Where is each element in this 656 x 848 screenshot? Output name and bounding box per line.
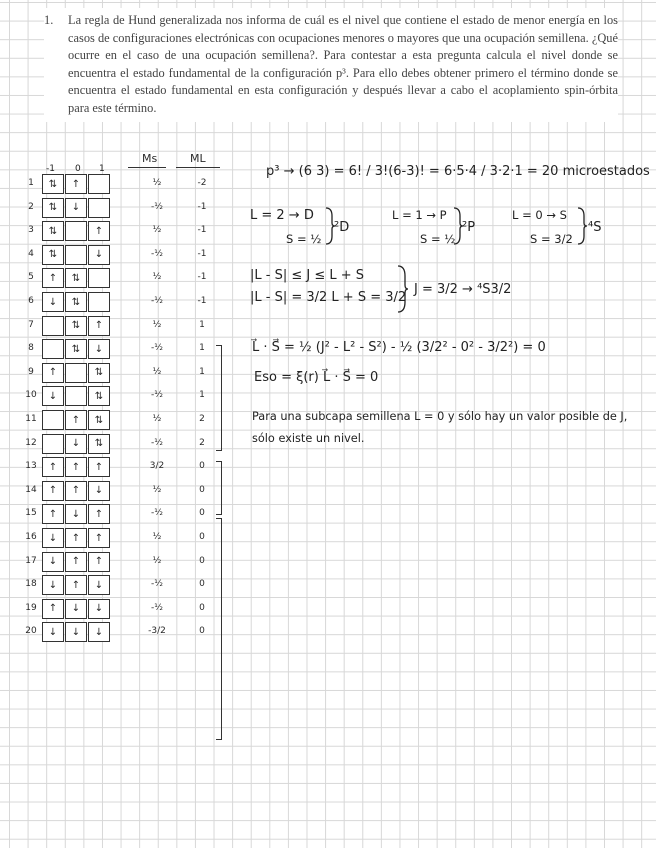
brace-s [576,206,588,246]
ms-value: ½ [152,555,162,566]
ml-value: 0 [199,461,205,472]
row-number: 4 [28,248,34,259]
orbital-box: ⇅ [88,410,110,430]
term-d-s: S = ½ [286,232,322,246]
ms-value: ½ [152,319,162,330]
table-row [22,292,242,314]
orbital-box [88,268,110,288]
orbital-box [88,174,110,194]
orbital-box: ⇅ [65,268,87,288]
j-rule-1: |L - S| ≤ J ≤ L + S [250,268,365,283]
orbital-box: ↓ [42,575,64,595]
j-rule-2: |L - S| = 3/2 L + S = 3/2 [250,290,407,305]
ml-value: 0 [199,626,205,637]
orbital-box: ↑ [65,410,87,430]
orbital-box: ↓ [65,599,87,619]
ms-value: ½ [152,414,162,424]
orbital-box: ↑ [42,268,64,288]
table-row [22,575,242,597]
orbital-box [42,316,64,336]
table-row [22,174,242,196]
ms-value: -½ [151,602,163,613]
orbital-box: ↓ [42,552,64,572]
table-row [22,268,242,290]
ms-value: -½ [151,296,163,306]
row-number: 18 [25,579,37,590]
row-number: 14 [25,484,37,495]
orbital-box: ⇅ [42,221,64,241]
orbital-box [88,292,110,312]
orbital-box: ↓ [65,504,87,524]
table-row [22,221,242,243]
orbital-box: ⇅ [42,245,64,265]
ms-value: -½ [151,201,163,212]
ml-value: 2 [199,414,205,424]
orbital-box: ⇅ [42,198,64,218]
ms-value: ½ [152,532,162,542]
orbital-box [65,245,87,265]
row-number: 5 [28,272,34,283]
table-row [22,386,242,408]
orbital-box: ↑ [88,457,110,477]
table-row [22,622,242,644]
orbital-box: ↑ [42,599,64,619]
row-number: 1 [28,178,34,188]
table-row [22,363,242,385]
ml-underline [176,167,220,168]
table-row [22,339,242,361]
orbital-box: ↑ [88,504,110,524]
row-number: 11 [25,414,37,424]
row-number: 15 [25,508,37,519]
orbital-box [65,363,87,383]
ms-value: -½ [151,390,163,401]
orbital-box: ⇅ [65,292,87,312]
orbital-box [65,221,87,241]
orbital-box: ↑ [65,457,87,477]
ml-value: -1 [197,248,207,259]
table-row [22,198,242,220]
orbital-box: ↑ [42,457,64,477]
table-row [22,457,242,479]
ms-value: -3/2 [148,626,166,637]
orbital-box [42,410,64,430]
orbital-box: ⇅ [65,339,87,359]
orbital-box: ↓ [42,622,64,642]
problem-statement [44,8,618,122]
term-s-symbol: ⁴S [588,220,602,235]
ml-value: 0 [199,484,205,495]
orbital-box: ⇅ [65,316,87,336]
ms-value: -½ [151,248,163,259]
orbital-box [88,198,110,218]
term-d-l: L = 2 → D [250,208,314,223]
ms-value: -½ [151,508,163,519]
table-row [22,552,242,574]
term-p-symbol: ²P [462,220,476,235]
bracket-group-1 [216,345,222,451]
ml-value: 0 [199,532,205,542]
orbital-box: ↑ [42,363,64,383]
ml-value: 0 [199,579,205,590]
orbital-box: ↑ [42,481,64,501]
row-number: 12 [25,437,37,448]
orbital-box [42,434,64,454]
ls-equation: L⃗ · S⃗ = ½ (J² - L² - S²) - ½ (3/2² - 0² - 3/2²) = 0 [252,340,546,355]
term-p-s: S = ½ [420,232,456,246]
ml-header-0: 0 [75,164,81,174]
table-row [22,316,242,338]
ml-value: -1 [197,225,207,236]
orbital-box: ⇅ [88,386,110,406]
ml-value: -1 [197,272,207,283]
orbital-box: ↓ [88,245,110,265]
row-number: 7 [28,319,34,330]
term-p-l: L = 1 → P [392,208,447,222]
orbital-box: ↑ [65,528,87,548]
table-row [22,481,242,503]
row-number: 6 [28,296,34,306]
row-number: 17 [25,555,37,566]
orbital-box: ↓ [88,599,110,619]
term-s-s: S = 3/2 [530,232,573,246]
ms-value: -½ [151,437,163,448]
table-row [22,434,242,456]
row-number: 16 [25,532,37,542]
row-number: 20 [25,626,37,637]
row-number: 10 [25,390,37,401]
orbital-box: ↓ [88,339,110,359]
ml-value: 0 [199,508,205,519]
ms-value: ½ [152,366,162,377]
orbital-box: ⇅ [42,174,64,194]
orbital-box: ↓ [65,622,87,642]
orbital-box: ↓ [65,434,87,454]
table-row [22,410,242,432]
ms-underline [128,167,166,168]
ms-header: Ms [142,152,158,165]
microstates-formula: p³ → (6 3) = 6! / 3!(6-3)! = 6·5·4 / 3·2·1 = 20 microestados [266,164,650,179]
orbital-box: ↑ [88,221,110,241]
ms-value: ½ [152,484,162,495]
orbital-box: ↓ [42,292,64,312]
ms-value: ½ [152,225,162,236]
table-row [22,528,242,550]
ms-value: 3/2 [149,461,165,472]
orbital-box: ↑ [42,504,64,524]
orbital-box: ↓ [88,575,110,595]
table-row [22,599,242,621]
brace-j [396,264,410,314]
j-result: J = 3/2 → ⁴S3/2 [414,282,512,297]
ml-value: 0 [199,602,205,613]
bracket-group-3 [216,518,222,740]
ml-value: 1 [199,390,205,401]
orbital-box [42,339,64,359]
ms-value: -½ [151,343,163,354]
problem-number: 1. [44,13,54,27]
ml-value: -2 [197,178,207,188]
term-s-l: L = 0 → S [512,208,567,222]
ml-value: 1 [199,319,205,330]
ms-value: ½ [152,272,162,283]
row-number: 3 [28,225,34,236]
term-d-symbol: ²D [334,220,350,235]
table-row [22,504,242,526]
ml-value: 1 [199,343,205,354]
conclusion-line-2: sólo existe un nivel. [252,432,365,445]
orbital-box: ⇅ [88,363,110,383]
orbital-box: ↑ [88,552,110,572]
orbital-box: ↓ [88,481,110,501]
row-number: 13 [25,461,37,472]
ml-value: -1 [197,201,207,212]
orbital-box: ↓ [42,386,64,406]
table-row [22,245,242,267]
ms-value: -½ [151,579,163,590]
conclusion-line-1: Para una subcapa semillena L = 0 y sólo hay un valor posible de J, [252,410,628,423]
orbital-box: ⇅ [88,434,110,454]
eso-equation: Eso = ξ(r) L⃗ · S⃗ = 0 [254,370,379,385]
orbital-box: ↓ [42,528,64,548]
problem-text: La regla de Hund generalizada nos informa de cuál es el nivel que contiene el estado de menor energía en los casos de configuraciones electrónicas con ocupaciones menores o mayores que una ocupación semillena. ¿Qué ocurre en el caso de una ocupación semillena?. Para contestar a esta pregunta calcula el nivel donde se encuentra el estado fundamental de la configuración p³. Para ello debes obtener primero el término donde se encuentra el estado fundamental en esta configuración y después llevar a cabo el acoplamiento spin-órbita para este término. [68,13,618,115]
ms-value: ½ [152,178,162,188]
ml-header-minus1: -1 [46,164,55,174]
orbital-box: ↑ [65,481,87,501]
ml-value: -1 [197,296,207,306]
orbital-box: ↑ [65,174,87,194]
brace-d [324,206,336,246]
bracket-group-2 [216,461,222,515]
row-number: 19 [25,602,37,613]
orbital-box [65,386,87,406]
ml-value: 2 [199,437,205,448]
orbital-box: ↓ [88,622,110,642]
orbital-box: ↑ [65,552,87,572]
ml-value: 0 [199,555,205,566]
orbital-box: ↓ [65,198,87,218]
ml-value: 1 [199,366,205,377]
orbital-box: ↑ [88,528,110,548]
orbital-box: ↑ [65,575,87,595]
row-number: 2 [28,201,34,212]
orbital-box: ↑ [88,316,110,336]
row-number: 8 [28,343,34,354]
ml-header-1: 1 [99,164,105,174]
brace-p [452,206,464,246]
ml-header: ML [190,152,206,165]
row-number: 9 [28,366,34,377]
